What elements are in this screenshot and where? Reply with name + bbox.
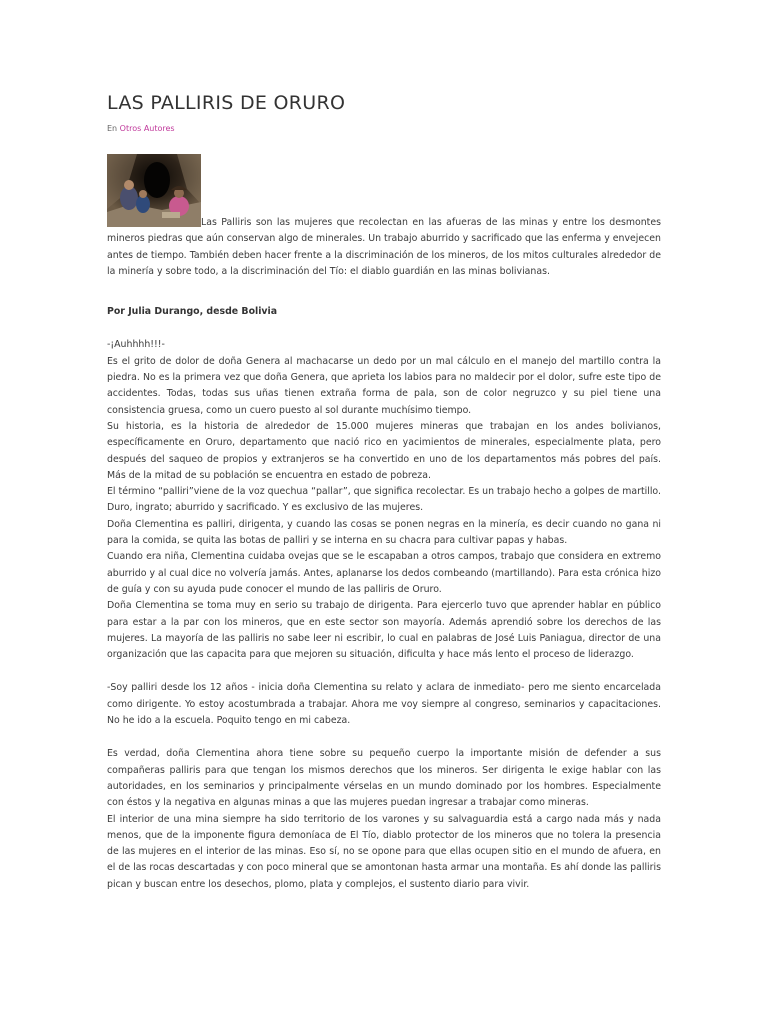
category-link[interactable]: Otros Autores [119, 124, 175, 133]
paragraph: El interior de una mina siempre ha sido territorio de los varones y su salvaguardia está a cargo nada más y nada menos, que de la imponente figura demoníaca de El Tío, diablo protector de los mineros que no tolera la presencia de las mujeres en el interior de las minas. Eso sí, no se opone para que ellas ocupen sitio en el mundo de afuera, en el de las rocas descartadas y con poco mineral que se amontonan hasta armar una montaña. Es ahí donde las palliris pican y buscan entre los desechos, plomo, plata y complejos, el sustento diario para vivir. [107, 813, 661, 890]
paragraph: Doña Clementina es palliri, dirigenta, y cuando las cosas se ponen negras en la minería, es decir cuando no gana ni para la comida, se quita las botas de palliri y se interna en su chacra para cultivar papas y habas. [107, 518, 661, 547]
article-title: LAS PALLIRIS DE ORURO [107, 92, 346, 114]
paragraph: El término “palliri”viene de la voz quechua “pallar”, que significa recolectar. Es un trabajo hecho a golpes de martillo. Duro, ingrato; aburrido y sacrificado. Y es exclusivo de las mujeres. [107, 486, 661, 514]
article-body [107, 215, 661, 893]
paragraph: Doña Clementina se toma muy en serio su trabajo de dirigenta. Para ejercerlo tuvo que aprender hablar en público para estar a la par con los mineros, que en este sector son mayoría. Además aprendió sobre los derechos de las mujeres. La mayoría de las palliris no sabe leer ni escribir, lo cual en palabras de José Luis Paniagua, director de una organización que las capacita para que mejoren su situación, dificulta y hace más lento el proceso de liderazgo. [107, 600, 661, 661]
paragraph: -Soy palliri desde los 12 años - inicia doña Clementina su relato y aclara de inmediato- pero me siento encarcelada como dirigente. Yo estoy acostumbrada a trabajar. Ahora me voy siempre al congreso, seminarios y capacitaciones. No he ido a la escuela. Poquito tengo en mi cabeza. [107, 682, 661, 727]
paragraph: Cuando era niña, Clementina cuidaba ovejas que se le escapaban a otros campos, trabajo que considera en extremo aburrido y al cual dice no volvería jamás. Antes, aplanarse los dedos combeando (martillando). Para esta crónica hizo de guía y con su ayuda pude conocer el mundo de las palliris de Oruro. [107, 551, 661, 595]
article-meta [107, 124, 175, 133]
paragraph: Es verdad, doña Clementina ahora tiene sobre su pequeño cuerpo la importante misión de defender a sus compañeras palliris para que tengan los mismos derechos que los mineros. Ser dirigenta le exige hablar con las autoridades, en los seminarios y principalmente vérselas en un mundo dominado por los hombres. Especialmente con éstos y la negativa en algunas minas a que las mujeres puedan ingresar a trabajar como mineras. [107, 748, 661, 809]
paragraph: -¡Auhhhh!!!- [107, 339, 165, 351]
paragraph: Su historia, es la historia de alrededor de 15.000 mujeres mineras que trabajan en los andes bolivianos, específicamente en Oruro, departamento que nació rico en yacimientos de minerales, especialmente plata, pero después del saqueo de propios y extranjeros se ha convertido en uno de los departamentos más pobres del país. Más de la mitad de su población se encuentra en estado de pobreza. [107, 420, 661, 481]
byline: Por Julia Durango, desde Bolivia [107, 306, 278, 318]
paragraph: Es el grito de dolor de doña Genera al machacarse un dedo por un mal cálculo en el manejo del martillo contra la piedra. No es la primera vez que doña Genera, que aprieta los labios para no maldecir por el dolor, sufre este tipo de accidentes. Todas, todas sus uñas tienen extraña forma de pala, son de color negruzco y su piel tiene una consistencia gruesa, como un cuero puesto al sol durante muchísimo tiempo. [107, 355, 661, 416]
lead-paragraph: Las Palliris son las mujeres que recolectan en las afueras de las minas y entre los desmontes mineros piedras que aún conservan algo de minerales. Un trabajo aburrido y sacrificado que las enferma y envejecen antes de tiempo. También deben hacer frente a la discriminación de los mineros, de los mitos culturales alrededor de la minería y sobre todo, a la discriminación del Tío: el diablo guardián en las minas bolivianas. [107, 217, 661, 277]
meta-prefix: En [107, 124, 118, 133]
